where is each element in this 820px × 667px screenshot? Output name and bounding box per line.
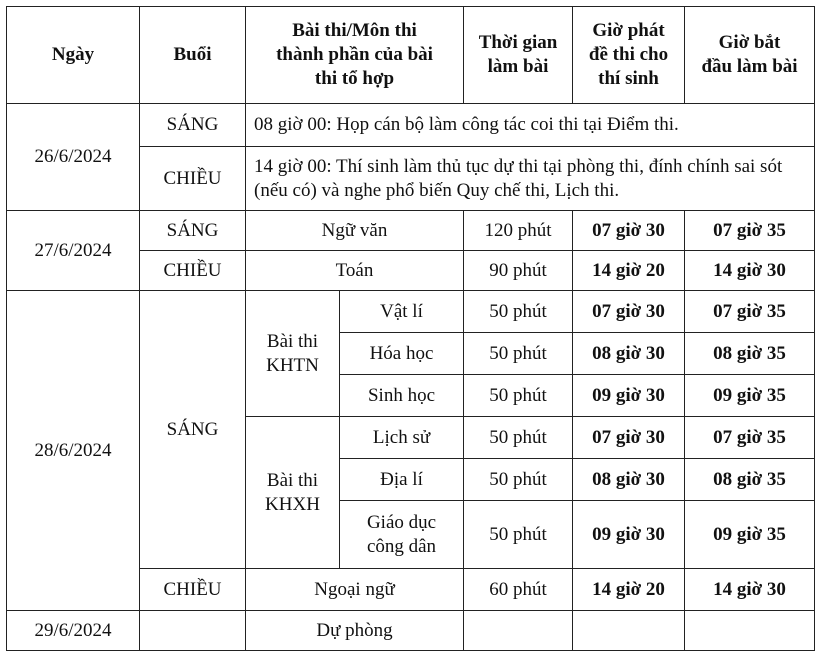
start-time-cell: 14 giờ 30 xyxy=(685,251,815,291)
session-cell: SÁNG xyxy=(140,104,246,147)
duration-cell: 50 phút xyxy=(464,501,573,569)
group-cell-khtn: Bài thi KHTN xyxy=(246,291,340,417)
session-cell: CHIỀU xyxy=(140,251,246,291)
subject-cell: Ngữ văn xyxy=(246,211,464,251)
release-time-cell: 07 giờ 30 xyxy=(573,291,685,333)
start-time-cell: 07 giờ 35 xyxy=(685,291,815,333)
header-row xyxy=(7,7,815,104)
start-time-cell-empty xyxy=(685,611,815,651)
subject-cell: Hóa học xyxy=(340,333,464,375)
release-time-cell: 14 giờ 20 xyxy=(573,569,685,611)
session-cell-empty xyxy=(140,611,246,651)
start-time-cell: 09 giờ 35 xyxy=(685,375,815,417)
session-cell: CHIỀU xyxy=(140,147,246,211)
subject-cell: Toán xyxy=(246,251,464,291)
release-time-cell-empty xyxy=(573,611,685,651)
start-time-cell: 08 giờ 35 xyxy=(685,459,815,501)
date-cell: 27/6/2024 xyxy=(7,211,140,291)
header-session: Buổi xyxy=(140,7,246,104)
group-cell-khxh: Bài thi KHXH xyxy=(246,417,340,569)
session-cell: CHIỀU xyxy=(140,569,246,611)
release-time-cell: 08 giờ 30 xyxy=(573,333,685,375)
exam-schedule-table xyxy=(6,6,815,651)
subject-cell: Giáo dục công dân xyxy=(340,501,464,569)
duration-cell: 60 phút xyxy=(464,569,573,611)
subject-cell: Dự phòng xyxy=(246,611,464,651)
start-time-cell: 14 giờ 30 xyxy=(685,569,815,611)
subject-cell: Lịch sử xyxy=(340,417,464,459)
duration-cell: 50 phút xyxy=(464,291,573,333)
duration-cell: 50 phút xyxy=(464,459,573,501)
start-time-cell: 08 giờ 35 xyxy=(685,333,815,375)
start-time-cell: 07 giờ 35 xyxy=(685,211,815,251)
table-row xyxy=(7,104,815,147)
duration-cell: 90 phút xyxy=(464,251,573,291)
subject-cell: Vật lí xyxy=(340,291,464,333)
start-time-cell: 09 giờ 35 xyxy=(685,501,815,569)
header-date: Ngày xyxy=(7,7,140,104)
header-duration: Thời gian làm bài xyxy=(464,7,573,104)
table-row xyxy=(7,291,815,333)
duration-cell: 50 phút xyxy=(464,375,573,417)
release-time-cell: 09 giờ 30 xyxy=(573,375,685,417)
header-start-time: Giờ bắt đầu làm bài xyxy=(685,7,815,104)
release-time-cell: 07 giờ 30 xyxy=(573,417,685,459)
duration-cell: 50 phút xyxy=(464,417,573,459)
duration-cell: 120 phút xyxy=(464,211,573,251)
table-row xyxy=(7,211,815,251)
subject-cell: Ngoại ngữ xyxy=(246,569,464,611)
header-release-time: Giờ phát đề thi cho thí sinh xyxy=(573,7,685,104)
release-time-cell: 07 giờ 30 xyxy=(573,211,685,251)
duration-cell: 50 phút xyxy=(464,333,573,375)
release-time-cell: 14 giờ 20 xyxy=(573,251,685,291)
date-cell: 26/6/2024 xyxy=(7,104,140,211)
subject-cell: Sinh học xyxy=(340,375,464,417)
start-time-cell: 07 giờ 35 xyxy=(685,417,815,459)
release-time-cell: 09 giờ 30 xyxy=(573,501,685,569)
note-cell: 14 giờ 00: Thí sinh làm thủ tục dự thi tại phòng thi, đính chính sai sót (nếu có) và nghe phổ biến Quy chế thi, Lịch thi. xyxy=(246,147,815,211)
subject-cell: Địa lí xyxy=(340,459,464,501)
session-cell: SÁNG xyxy=(140,291,246,569)
note-cell: 08 giờ 00: Họp cán bộ làm công tác coi thi tại Điểm thi. xyxy=(246,104,815,147)
date-cell: 28/6/2024 xyxy=(7,291,140,611)
release-time-cell: 08 giờ 30 xyxy=(573,459,685,501)
header-subject: Bài thi/Môn thi thành phần của bài thi tổ hợp xyxy=(246,7,464,104)
session-cell: SÁNG xyxy=(140,211,246,251)
duration-cell-empty xyxy=(464,611,573,651)
date-cell: 29/6/2024 xyxy=(7,611,140,651)
table-row xyxy=(7,611,815,651)
